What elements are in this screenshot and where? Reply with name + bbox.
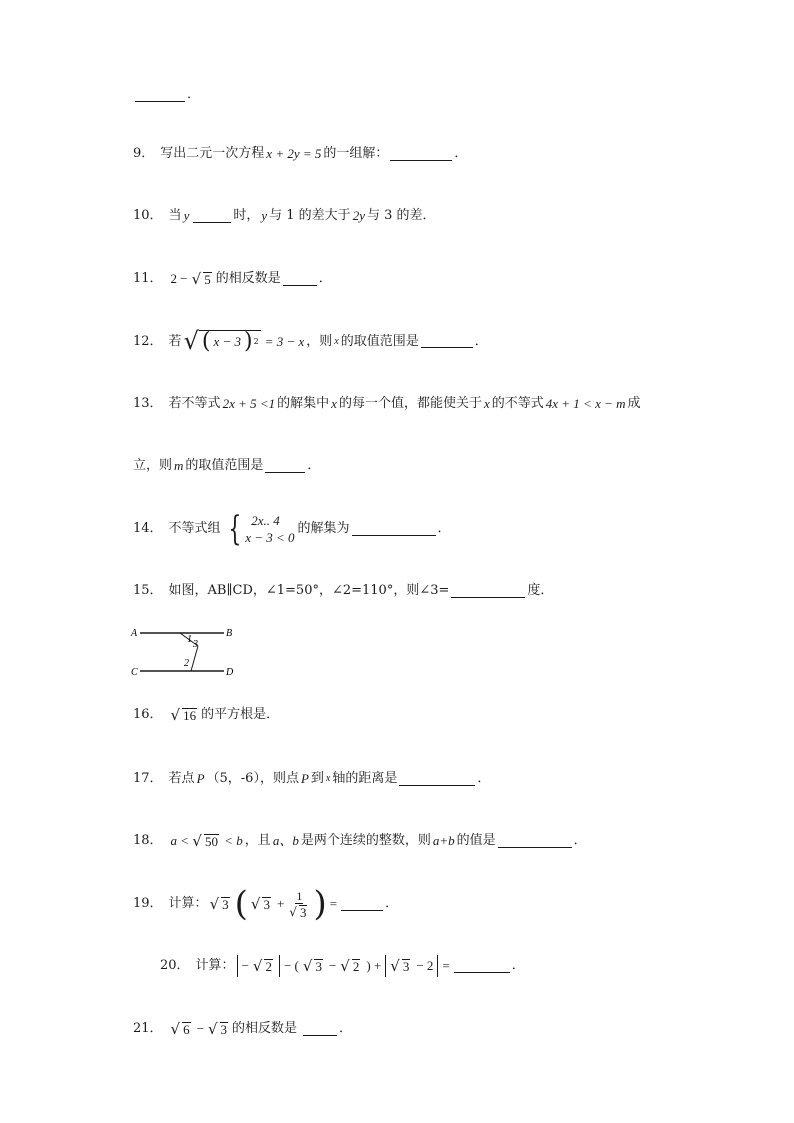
sqrt-16: √ 16 <box>170 705 197 724</box>
question-20: 20． 计算： − √ 2 − ( √ 3 − √ 2 ) + √ 3 − 2 = ． <box>160 955 525 977</box>
question-14: 14． 不等式组 { 2x.. 4 x − 3 < 0 的解集为 ． <box>133 509 451 549</box>
answer-blank[interactable] <box>421 335 473 348</box>
answer-blank[interactable] <box>283 273 317 286</box>
label-B: B <box>226 628 233 639</box>
q8-tail: ． <box>133 86 200 104</box>
answer-blank[interactable] <box>390 148 452 161</box>
answer-blank[interactable] <box>451 585 525 598</box>
inequality-system: { 2x.. 4 x − 3 < 0 <box>227 509 295 549</box>
fraction: 1 √ 3 <box>289 888 307 920</box>
answer-blank[interactable] <box>303 1023 337 1036</box>
question-9: 9． 写出二元一次方程 x + 2y = 5 的一组解： ． <box>133 146 468 161</box>
angle-label-1: 1 <box>187 634 192 645</box>
answer-blank[interactable] <box>135 89 185 102</box>
question-16: 16． √ 16 的平方根是． <box>133 705 280 724</box>
question-21: 21． √ 6 − √ 3 的相反数是 ． <box>133 1019 353 1038</box>
sqrt-50: √ 50 <box>192 831 218 850</box>
question-10: 10． 当 y 时， y 与 1 的差大于 2y 与 3 的差． <box>133 208 436 223</box>
sqrt-expression: √ ( x − 3 ) 2 <box>183 327 259 355</box>
answer-blank[interactable] <box>265 460 305 473</box>
question-15: 15． 如图，AB∥CD，∠1=50°，∠2=110°，则∠3= 度． <box>133 583 554 598</box>
answer-blank[interactable] <box>498 835 572 848</box>
answer-blank[interactable] <box>341 898 383 911</box>
question-17: 17． 若点 P （5，-6），则点 P 到 x 轴的距离是 ． <box>133 771 491 786</box>
answer-blank[interactable] <box>352 523 436 536</box>
label-C: C <box>131 667 138 678</box>
question-12: 12． 若 √ ( x − 3 ) 2 = 3 − x ，则 x 的取值范围是 ． <box>133 327 488 355</box>
label-D: D <box>226 667 234 678</box>
parallel-lines-figure <box>128 622 238 684</box>
answer-blank[interactable] <box>399 773 475 786</box>
question-18: 18． a < √ 50 < b ，且 a、b 是两个连续的整数，则 a+b 的值是 ． <box>133 831 587 850</box>
answer-blank[interactable] <box>454 960 510 973</box>
angle-label-2: 2 <box>184 658 189 669</box>
answer-blank[interactable] <box>193 210 231 223</box>
label-A: A <box>131 628 138 639</box>
sqrt-5: √ 5 <box>191 269 211 288</box>
question-13-line-2: 立，则 m 的取值范围是 ． <box>133 458 321 473</box>
question-11: 11． 2 − √ 5 的相反数是 ． <box>133 269 332 288</box>
question-19: 19． 计算： √ 3 ( √ 3 + 1 √ 3 ) = ． <box>133 884 399 924</box>
angle-label-3: 3 <box>193 639 198 650</box>
question-13: 13． 若不等式 2x + 5 <1 的解集中 x 的每一个值，都能使关于 x 的不等式 4x + 1 < x − m 成 <box>133 396 641 411</box>
